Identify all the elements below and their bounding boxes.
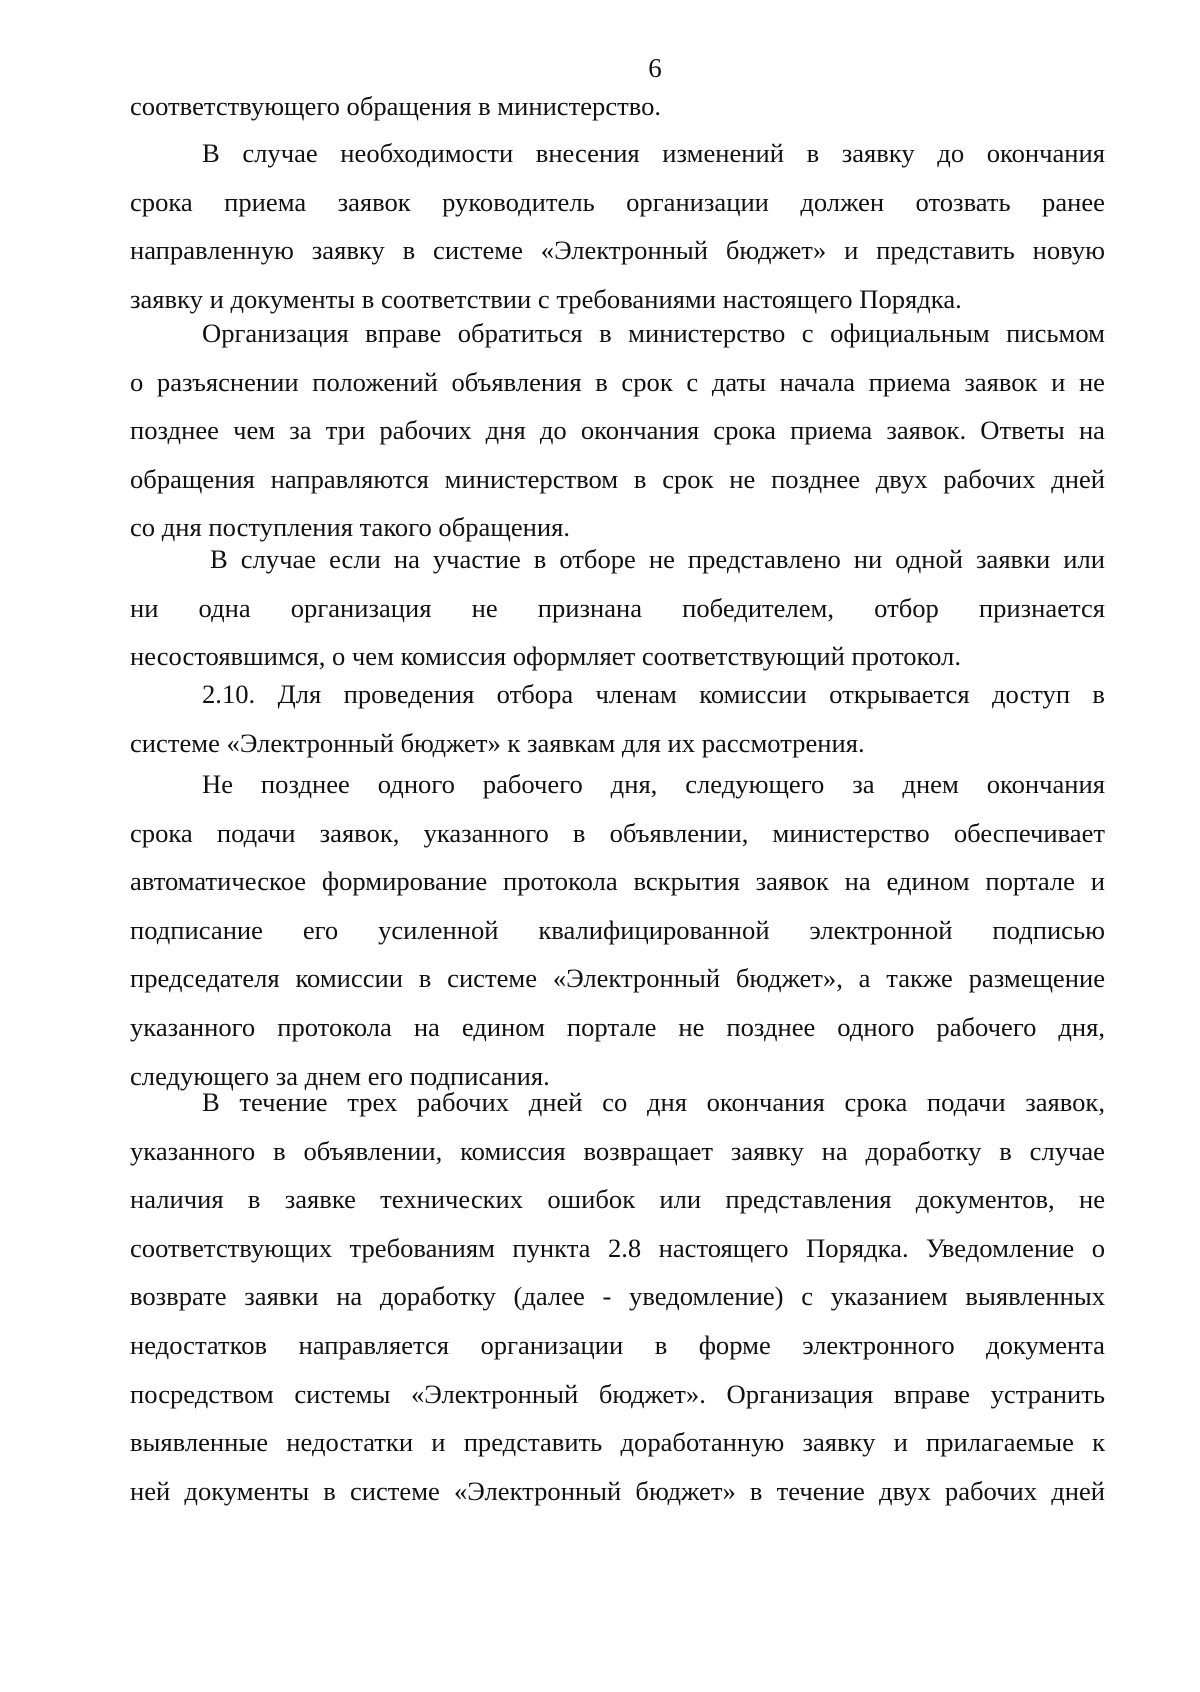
- text-line: Организация вправе обратиться в министерство с официальным письмом: [202, 318, 1105, 348]
- text-line: 2.10. Для проведения отбора членам комиссии открывается доступ в: [202, 679, 1105, 709]
- text-line: указанного в объявлении, комиссия возвращает заявку на доработку в случае: [130, 1135, 1105, 1166]
- text-line: председателя комиссии в системе «Электронный бюджет», а также размещение: [130, 963, 1105, 994]
- text-line: автоматическое формирование протокола вскрытия заявок на едином портале и: [130, 866, 1105, 897]
- text-line: В случае если на участие в отборе не представлено ни одной заявки или: [210, 544, 1105, 574]
- text-line: недостатков направляется организации в форме электронного документа: [130, 1329, 1105, 1360]
- paragraph: [130, 82, 1105, 131]
- text-line: ней документы в системе «Электронный бюджет» в течение двух рабочих дней: [130, 1475, 1105, 1506]
- text-line: позднее чем за три рабочих дня до окончания срока приема заявок. Ответы на: [130, 415, 1105, 446]
- text-line: выявленные недостатки и представить доработанную заявку и прилагаемые к: [130, 1427, 1105, 1458]
- paragraph: [130, 535, 1105, 681]
- paragraph: [130, 760, 1105, 1100]
- text-line: срока подачи заявок, указанного в объявлении, министерство обеспечивает: [130, 817, 1105, 848]
- text-line: соответствующего обращения в министерство.: [130, 91, 662, 121]
- paragraph: [130, 670, 1105, 767]
- text-line: подписание его усиленной квалифицированной электронной подписью: [130, 914, 1105, 945]
- paragraph: [130, 309, 1105, 552]
- text-line: следующего за днем его подписания.: [130, 1060, 550, 1091]
- text-line: системе «Электронный бюджет» к заявкам для их рассмотрения.: [130, 727, 865, 758]
- text-line: В случае необходимости внесения изменений в заявку до окончания: [202, 138, 1105, 168]
- text-line: направленную заявку в системе «Электронный бюджет» и представить новую: [130, 235, 1105, 266]
- text-line: посредством системы «Электронный бюджет». Организация вправе устранить: [130, 1378, 1105, 1409]
- text-line: Не позднее одного рабочего дня, следующего за днем окончания: [202, 769, 1105, 799]
- text-line: возврате заявки на доработку (далее - уведомление) с указанием выявленных: [130, 1281, 1105, 1312]
- text-line: В течение трех рабочих дней со дня окончания срока подачи заявок,: [202, 1087, 1105, 1117]
- paragraph: [130, 1078, 1105, 1515]
- text-line: о разъяснении положений объявления в срок с даты начала приема заявок и не: [130, 366, 1105, 397]
- text-line: заявку и документы в соответствии с требованиями настоящего Порядка.: [130, 283, 962, 314]
- text-line: указанного протокола на едином портале не позднее одного рабочего дня,: [130, 1011, 1105, 1042]
- text-line: несостоявшимся, о чем комиссия оформляет соответствующий протокол.: [130, 641, 961, 672]
- text-line: соответствующих требованиям пункта 2.8 настоящего Порядка. Уведомление о: [130, 1232, 1105, 1263]
- text-line: со дня поступления такого обращения.: [130, 512, 570, 543]
- text-line: обращения направляются министерством в срок не позднее двух рабочих дней: [130, 463, 1105, 494]
- text-line: наличия в заявке технических ошибок или представления документов, не: [130, 1184, 1105, 1215]
- text-line: срока приема заявок руководитель организации должен отозвать ранее: [130, 186, 1105, 217]
- page-number: 6: [648, 53, 662, 83]
- paragraph: [130, 129, 1105, 323]
- text-line: ни одна организация не признана победителем, отбор признается: [130, 592, 1105, 623]
